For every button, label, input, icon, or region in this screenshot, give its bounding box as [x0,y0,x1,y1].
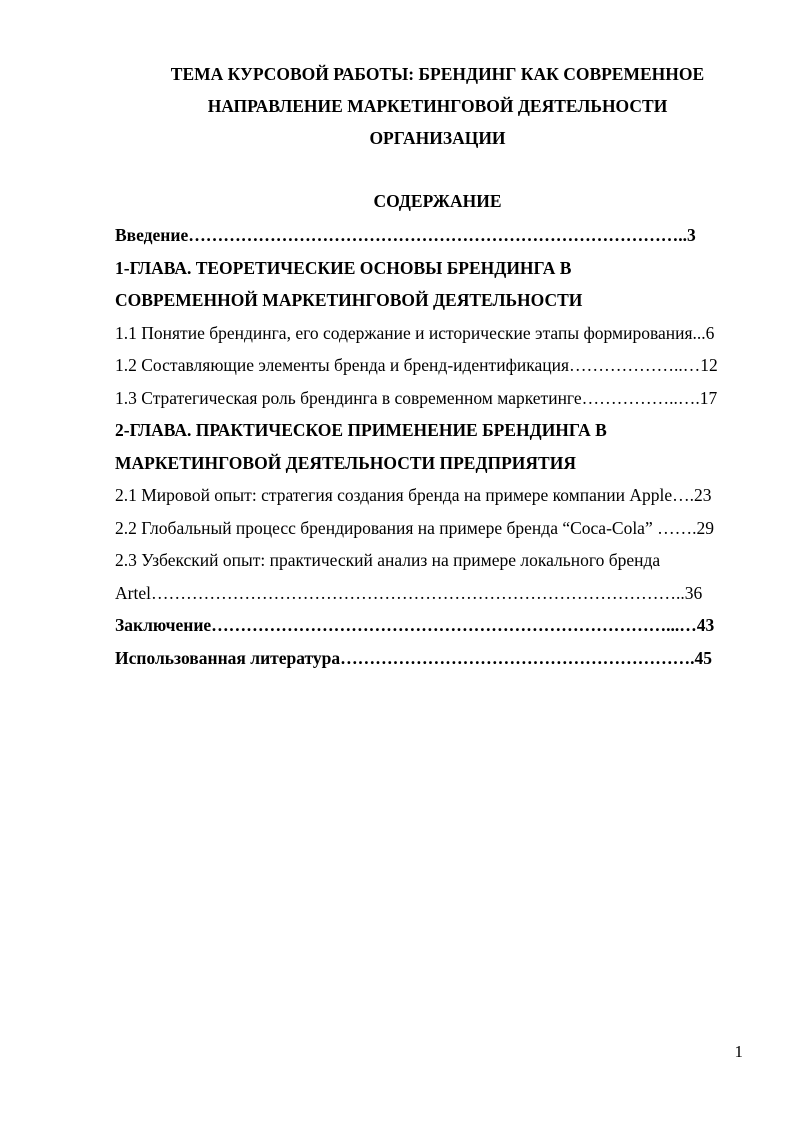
title-line-2: НАПРАВЛЕНИЕ МАРКЕТИНГОВОЙ ДЕЯТЕЛЬНОСТИ [207,96,668,116]
toc-entry-1-3: 1.3 Стратегическая роль брендинга в современном маркетинге……………..….17 [115,387,718,408]
toc-entry-conclusion: Заключение……………………………………………………………………...…43 [115,615,715,635]
page-number: 1 [734,1042,743,1061]
toc-chapter-1-line-2: СОВРЕМЕННОЙ МАРКЕТИНГОВОЙ ДЕЯТЕЛЬНОСТИ [115,290,583,310]
toc-entry-1-1: 1.1 Понятие брендинга, его содержание и исторические этапы формирования...6 [115,322,715,343]
toc-entry-2-2: 2.2 Глобальный процесс брендирования на примере бренда “Coca-Cola” …….29 [115,517,714,538]
toc-entry-2-3-line-1: 2.3 Узбекский опыт: практический анализ на примере локального бренда [115,550,661,570]
toc-chapter-2-line-1: 2-ГЛАВА. ПРАКТИЧЕСКОЕ ПРИМЕНЕНИЕ БРЕНДИНГА В [115,420,607,440]
toc-chapter-2-line-2: МАРКЕТИНГОВОЙ ДЕЯТЕЛЬНОСТИ ПРЕДПРИЯТИЯ [115,452,576,473]
title-line-1: ТЕМА КУРСОВОЙ РАБОТЫ: БРЕНДИНГ КАК СОВРЕМЕННОЕ [170,64,705,84]
course-work-title [115,58,760,154]
toc-entry-2-1: 2.1 Мировой опыт: стратегия создания бренда на примере компании Apple….23 [115,485,712,505]
toc-entry-introduction: Введение…………………………………………………………………………..3 [115,225,696,245]
toc-chapter-1-line-1: 1-ГЛАВА. ТЕОРЕТИЧЕСКИЕ ОСНОВЫ БРЕНДИНГА В [115,257,572,278]
toc-entry-references: Использованная литература…………………………………………………….45 [115,647,713,668]
toc-entry-1-2: 1.2 Составляющие элементы бренда и бренд-идентификация………………..…12 [115,355,718,375]
toc-entry-2-3-line-2: Artel………………………………………………………………………………..36 [115,582,703,603]
table-of-contents [115,219,760,674]
toc-heading: СОДЕРЖАНИЕ [373,191,502,211]
title-line-3: ОРГАНИЗАЦИИ [369,128,506,148]
